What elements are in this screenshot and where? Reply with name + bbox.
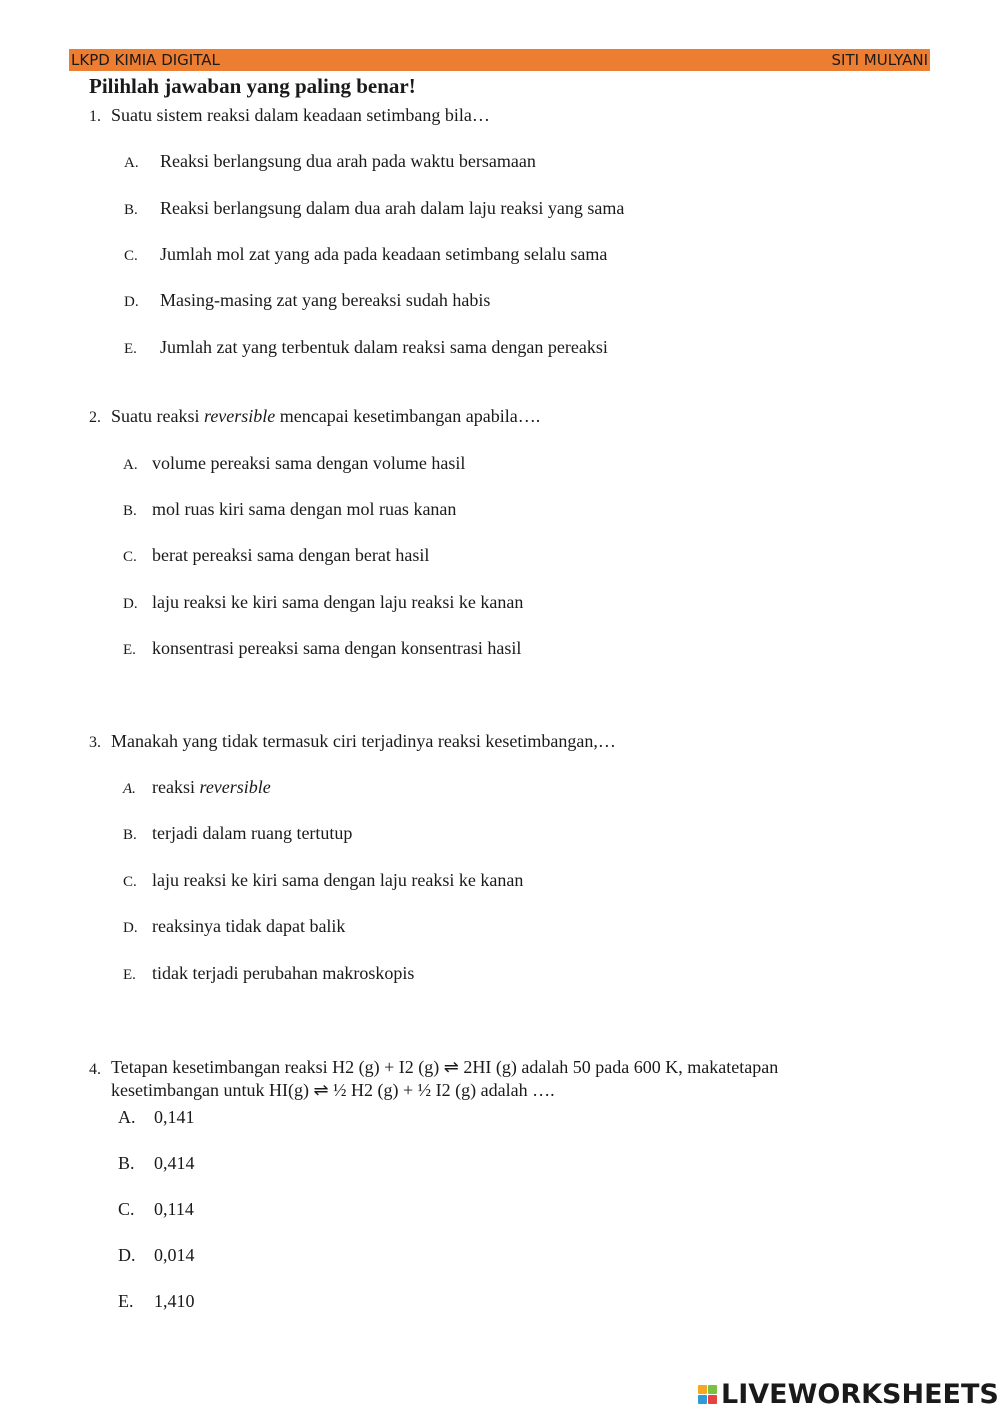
option-text: tidak terjadi perubahan makroskopis [152, 963, 415, 983]
q2-option-c[interactable] [123, 544, 429, 568]
option-text: laju reaksi ke kiri sama dengan laju reaksi ke kanan [152, 870, 524, 890]
q2-option-d[interactable] [123, 591, 523, 615]
option-letter: A. [124, 155, 139, 171]
option-text: 1,410 [154, 1291, 195, 1311]
question-number: 2. [89, 409, 101, 426]
q1-option-d[interactable] [124, 289, 490, 313]
option-text: reaksinya tidak dapat balik [152, 916, 346, 936]
q4-option-a[interactable] [118, 1106, 195, 1128]
question-1 [89, 104, 490, 128]
header-right-text: SITI MULYANI [831, 51, 928, 69]
question-number: 3. [89, 734, 101, 751]
q3-option-c[interactable] [123, 869, 523, 893]
q3-option-a[interactable] [123, 776, 271, 800]
option-text-italic: reversible [199, 777, 271, 797]
option-text: berat pereaksi sama dengan berat hasil [152, 545, 430, 565]
option-text: Jumlah mol zat yang ada pada keadaan setimbang selalu sama [160, 244, 608, 264]
question-text-line-1: Tetapan kesetimbangan reaksi H2 (g) + I2 (g) ⇌ 2HI (g) adalah 50 pada 600 K, makatetapan [111, 1057, 779, 1077]
q4-option-b[interactable] [118, 1152, 195, 1174]
q3-option-d[interactable] [123, 915, 345, 939]
header-bar [69, 49, 930, 71]
header-left-text: LKPD KIMIA DIGITAL [71, 51, 220, 69]
logo-text: LIVEWORKSHEETS [721, 1379, 999, 1410]
question-2 [89, 405, 540, 429]
q1-option-a[interactable] [124, 150, 536, 174]
q3-option-e[interactable] [123, 962, 414, 986]
option-text: reaksi [152, 777, 200, 797]
option-letter: E. [118, 1291, 134, 1311]
option-text: 0,414 [154, 1153, 195, 1173]
q2-option-e[interactable] [123, 637, 521, 661]
question-text: Suatu reaksi [111, 406, 204, 426]
option-letter: C. [124, 248, 138, 264]
q1-option-c[interactable] [124, 243, 607, 267]
option-letter: B. [123, 827, 137, 843]
option-letter: D. [123, 596, 138, 612]
q3-option-b[interactable] [123, 822, 352, 846]
question-text: Suatu sistem reaksi dalam keadaan setimbang bila… [111, 105, 490, 125]
option-letter: A. [123, 457, 138, 473]
q2-option-b[interactable] [123, 498, 456, 522]
option-text: terjadi dalam ruang tertutup [152, 823, 353, 843]
option-text: 0,141 [154, 1107, 195, 1127]
option-letter: B. [118, 1153, 135, 1173]
q2-option-a[interactable] [123, 452, 465, 476]
option-letter: B. [123, 503, 137, 519]
q4-option-d[interactable] [118, 1244, 195, 1266]
option-text: Reaksi berlangsung dua arah pada waktu bersamaan [160, 151, 536, 171]
option-letter: C. [118, 1199, 135, 1219]
option-letter: D. [124, 294, 139, 310]
option-text: volume pereaksi sama dengan volume hasil [152, 453, 466, 473]
option-text: Masing-masing zat yang bereaksi sudah habis [160, 290, 491, 310]
option-text: 0,114 [154, 1199, 194, 1219]
q1-option-e[interactable] [124, 336, 608, 360]
question-text-italic: reversible [203, 406, 276, 426]
instruction-heading: Pilihlah jawaban yang paling benar! [89, 74, 416, 98]
liveworksheets-logo-icon [698, 1385, 717, 1404]
q4-option-c[interactable] [118, 1198, 194, 1220]
option-letter: E. [123, 642, 136, 658]
q1-option-b[interactable] [124, 197, 624, 221]
option-text: mol ruas kiri sama dengan mol ruas kanan [152, 499, 457, 519]
question-number: 4. [89, 1061, 101, 1078]
question-text: Manakah yang tidak termasuk ciri terjadinya reaksi kesetimbangan,… [111, 731, 616, 751]
option-text: Reaksi berlangsung dalam dua arah dalam laju reaksi yang sama [160, 198, 625, 218]
option-letter: E. [123, 967, 136, 983]
option-letter: C. [123, 549, 137, 565]
option-letter: D. [123, 920, 138, 936]
option-letter: B. [124, 202, 138, 218]
question-text: mencapai kesetimbangan apabila…. [275, 406, 541, 426]
question-text-line-2: kesetimbangan untuk HI(g) ⇌ ½ H2 (g) + ½ I2 (g) adalah …. [111, 1080, 555, 1100]
option-letter: C. [123, 874, 137, 890]
option-letter: D. [118, 1245, 136, 1265]
question-4 [89, 1056, 889, 1102]
option-letter: E. [124, 341, 137, 357]
option-letter: A. [118, 1107, 136, 1127]
option-letter: A. [123, 781, 136, 797]
option-text: Jumlah zat yang terbentuk dalam reaksi sama dengan pereaksi [160, 337, 608, 357]
liveworksheets-logo [698, 1379, 999, 1410]
question-3 [89, 730, 616, 754]
question-number: 1. [89, 108, 101, 125]
option-text: laju reaksi ke kiri sama dengan laju reaksi ke kanan [152, 592, 524, 612]
q4-option-e[interactable] [118, 1290, 195, 1312]
option-text: konsentrasi pereaksi sama dengan konsentrasi hasil [152, 638, 522, 658]
option-text: 0,014 [154, 1245, 195, 1265]
